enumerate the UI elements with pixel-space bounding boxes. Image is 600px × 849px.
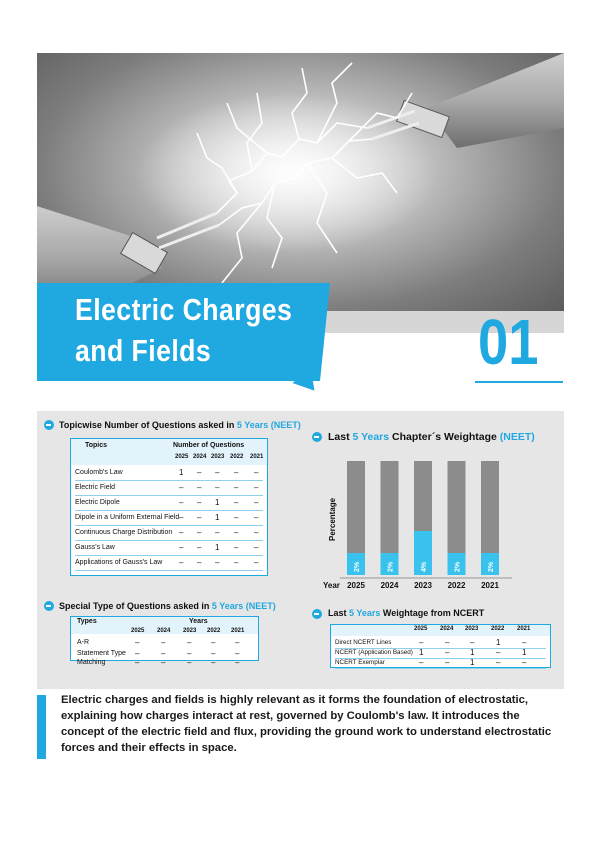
hero-image [37, 53, 564, 311]
weightage-title-highlight: 5 Years [352, 431, 390, 443]
special-value-cell: – [235, 658, 240, 667]
ncert-value-cell: 1 [496, 638, 501, 647]
ncert-value-cell: 1 [470, 658, 475, 667]
topicwise-value-cell: – [179, 543, 184, 552]
topicwise-value-cell: – [179, 498, 184, 507]
special-col-years: Years [189, 618, 208, 625]
special-value-cell: – [135, 649, 140, 658]
arrow-bullet-icon [312, 609, 322, 619]
topicwise-value-cell: – [234, 498, 239, 507]
ncert-year-header: 2022 [491, 626, 505, 632]
topicwise-value-cell: – [234, 558, 239, 567]
topicwise-value-cell: – [254, 483, 259, 492]
paragraph-accent-bar [37, 695, 46, 759]
ncert-value-cell: 1 [522, 648, 527, 657]
special-type-cell: A-R [77, 639, 90, 646]
x-axis-label: Year [323, 581, 340, 590]
topicwise-topic-cell: Continuous Charge Distribution [75, 529, 173, 536]
topicwise-col-topics: Topics [85, 442, 108, 449]
topicwise-year-header: 2023 [211, 454, 225, 460]
topicwise-title-highlight: 5 Years (NEET) [236, 420, 301, 430]
bar-data-label: 2% [454, 561, 462, 572]
row-divider [335, 668, 546, 669]
special-value-cell: – [161, 649, 166, 658]
topicwise-year-header: 2022 [230, 454, 244, 460]
special-value-cell: – [187, 658, 192, 667]
topicwise-value-cell: – [254, 528, 259, 537]
special-col-types: Types [77, 618, 97, 625]
topicwise-value-cell: – [179, 528, 184, 537]
topicwise-value-cell: – [234, 528, 239, 537]
topicwise-topic-cell: Applications of Gauss's Law [75, 559, 163, 566]
ncert-value-cell: – [419, 638, 424, 647]
special-value-cell: – [187, 649, 192, 658]
y-axis-label: Percentage [328, 497, 337, 541]
weightage-title-mid: Chapter´s Weightage [389, 431, 500, 443]
special-year-header: 2022 [207, 628, 221, 634]
topicwise-year-header: 2025 [175, 454, 189, 460]
bar-data-label: 2% [387, 561, 395, 572]
topicwise-topic-cell: Electric Dipole [75, 499, 120, 506]
topicwise-value-cell: 1 [215, 513, 220, 522]
topicwise-year-header: 2021 [250, 454, 264, 460]
ncert-year-header: 2021 [517, 626, 531, 632]
x-tick-label: 2021 [481, 581, 499, 590]
topicwise-value-cell: – [254, 513, 259, 522]
topicwise-value-cell: 1 [215, 543, 220, 552]
ncert-value-cell: – [496, 658, 501, 667]
ncert-table [330, 624, 551, 668]
ncert-value-cell: – [445, 638, 450, 647]
special-value-cell: – [235, 638, 240, 647]
special-value-cell: – [135, 638, 140, 647]
topicwise-value-cell: – [197, 468, 202, 477]
chapter-number: 01 [478, 306, 539, 378]
special-value-cell: – [211, 638, 216, 647]
special-year-header: 2021 [231, 628, 245, 634]
topicwise-value-cell: – [197, 558, 202, 567]
special-value-cell: – [161, 658, 166, 667]
special-value-cell: – [135, 658, 140, 667]
special-title-highlight: 5 Years (NEET) [211, 601, 276, 611]
topicwise-value-cell: – [215, 483, 220, 492]
topicwise-value-cell: – [215, 528, 220, 537]
topicwise-col-number: Number of Questions [173, 442, 245, 449]
special-value-cell: – [161, 638, 166, 647]
x-tick-label: 2024 [380, 581, 399, 590]
topicwise-topic-cell: Electric Field [75, 484, 116, 491]
special-type-cell: Matching [77, 659, 106, 666]
topicwise-value-cell: – [197, 543, 202, 552]
ncert-label-cell: NCERT (Application Based) [335, 649, 413, 656]
topicwise-value-cell: – [197, 513, 202, 522]
special-value-cell: – [211, 658, 216, 667]
topicwise-value-cell: – [254, 468, 259, 477]
ncert-year-header: 2025 [414, 626, 428, 632]
topicwise-value-cell: 1 [179, 468, 184, 477]
topicwise-value-cell: – [254, 498, 259, 507]
topicwise-value-cell: – [197, 528, 202, 537]
ncert-title-prefix: Last [328, 608, 350, 618]
topicwise-value-cell: – [215, 558, 220, 567]
ncert-title [328, 608, 484, 618]
topicwise-value-cell: – [254, 558, 259, 567]
ncert-value-cell: – [419, 658, 424, 667]
weightage-title-prefix: Last [328, 431, 353, 443]
ncert-label-cell: NCERT Exemplar [335, 659, 385, 666]
ncert-value-cell: – [522, 638, 527, 647]
ncert-value-cell: – [496, 648, 501, 657]
special-year-header: 2024 [157, 628, 171, 634]
ncert-value-cell: – [445, 648, 450, 657]
chapter-title-line-1: Electric Charges [75, 292, 293, 327]
ncert-title-suffix: Weightage from NCERT [380, 608, 485, 618]
special-type-cell: Statement Type [77, 650, 126, 657]
ncert-year-header: 2024 [440, 626, 454, 632]
special-year-header: 2023 [183, 628, 197, 634]
ncert-title-highlight: 5 Years [349, 608, 381, 618]
bar-data-label: 4% [421, 561, 428, 572]
chapter-title [75, 289, 292, 371]
topicwise-title-text: Topicwise Number of Questions asked in [59, 420, 237, 430]
ncert-label-cell: Direct NCERT Lines [335, 639, 392, 646]
ncert-value-cell: – [522, 658, 527, 667]
chapter-title-box [37, 283, 320, 381]
x-tick-label: 2022 [447, 581, 466, 590]
special-year-header: 2025 [131, 628, 145, 634]
special-value-cell: – [211, 649, 216, 658]
topicwise-value-cell: – [179, 558, 184, 567]
x-tick-label: 2025 [347, 581, 365, 590]
ncert-value-cell: 1 [470, 648, 475, 657]
ncert-value-cell: 1 [419, 648, 424, 657]
chapter-number-underline [475, 381, 563, 383]
intro-paragraph: Electric charges and fields is highly relevant as it forms the foundation of electrostatic, explaining how charges interact at rest, governed by Coulomb's law. It introduces the concept of the electric field and flux, providing the ground work to understand electrostatic forces and their effects in space. [61, 694, 552, 754]
bar-data-label: 2% [354, 561, 361, 572]
topicwise-value-cell: – [234, 483, 239, 492]
bar-data-label: 2% [488, 561, 495, 572]
special-value-cell: – [187, 638, 192, 647]
topicwise-topic-cell: Coulomb's Law [75, 469, 123, 476]
topicwise-year-header: 2024 [193, 454, 207, 460]
topicwise-value-cell: – [254, 543, 259, 552]
topicwise-value-cell: – [215, 468, 220, 477]
ncert-year-header: 2023 [465, 626, 479, 632]
topicwise-value-cell: – [234, 468, 239, 477]
chapter-title-line-2: and Fields [75, 333, 212, 368]
lightning-cables-illustration [37, 53, 564, 311]
special-value-cell: – [235, 649, 240, 658]
topicwise-topic-cell: Gauss's Law [75, 544, 115, 551]
topicwise-value-cell: – [197, 483, 202, 492]
topicwise-value-cell: – [179, 483, 184, 492]
topicwise-value-cell: – [234, 513, 239, 522]
weightage-title-suffix: (NEET) [499, 431, 535, 443]
x-tick-label: 2023 [414, 581, 432, 590]
ncert-value-cell: – [445, 658, 450, 667]
topicwise-value-cell: – [234, 543, 239, 552]
topicwise-value-cell: 1 [215, 498, 220, 507]
topicwise-value-cell: – [179, 513, 184, 522]
topicwise-value-cell: – [197, 498, 202, 507]
ncert-value-cell: – [470, 638, 475, 647]
topicwise-topic-cell: Dipole in a Uniform External Field [75, 514, 180, 521]
analysis-panel [37, 411, 564, 689]
special-title-text: Special Type of Questions asked in [59, 601, 212, 611]
